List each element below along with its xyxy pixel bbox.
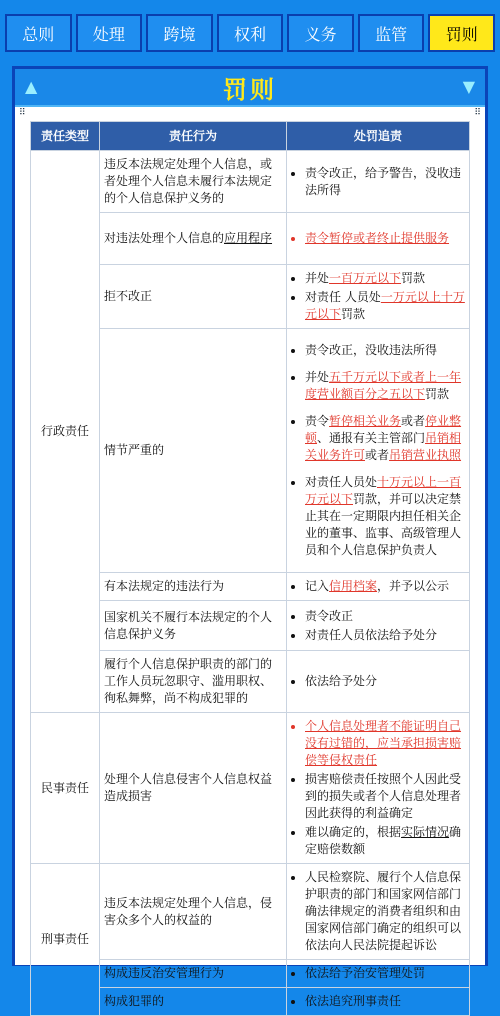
penalty-cell: • 依法给予治安管理处罚 xyxy=(287,960,470,988)
content-sheet xyxy=(15,107,485,1008)
penalty-cell: • 人民检察院、履行个人信息保护职责的部门和国家网信部门确法律规定的消费者组织和由国家网信部门确定的组织可以依法向人民法院提起诉讼 xyxy=(287,864,470,960)
penalty-cell: • 并处一百万元以下罚款 • 对责任 人员处一万元以上十万元以下罚款 xyxy=(287,265,470,329)
corner-dots-icon: ⠿ xyxy=(19,108,26,118)
table-header-row xyxy=(31,122,470,151)
panel-header xyxy=(15,69,485,105)
act-cell: 国家机关不履行本法规定的个人信息保护义务 xyxy=(100,601,287,651)
tab-supervision[interactable]: 监管 xyxy=(358,14,425,52)
tab-cross-border[interactable]: 跨境 xyxy=(146,14,213,52)
tab-penalties[interactable]: 罚则 xyxy=(428,14,495,52)
table-row xyxy=(31,151,470,213)
panel-title: 罚则 xyxy=(223,75,277,104)
act-cell: 处理个人信息侵害个人信息权益造成损害 xyxy=(100,713,287,864)
act-cell: 有本法规定的违法行为 xyxy=(100,573,287,601)
type-cell: 刑事责任 xyxy=(31,864,100,1016)
tab-bar xyxy=(5,14,495,52)
act-cell: 违反本法规定处理个人信息，或者处理个人信息未履行本法规定的个人信息保护义务的 xyxy=(100,151,287,213)
expand-down-icon[interactable]: ▼ xyxy=(462,77,475,96)
corner-dots-icon: ⠿ xyxy=(474,108,481,118)
tab-processing[interactable]: 处理 xyxy=(76,14,143,52)
act-cell: 拒不改正 xyxy=(100,265,287,329)
tab-general[interactable]: 总则 xyxy=(5,14,72,52)
act-cell: 情节严重的 xyxy=(100,329,287,573)
penalty-cell: • 个人信息处理者不能证明自己没有过错的，应当承担损害赔偿等侵权责任 • 损害赔偿责任按照个人因此受到的损失或者个人信息处理者因此获得的利益确定 • 难以确定的，根据实际情况确定赔偿数额 xyxy=(287,713,470,864)
column-header: 责任类型 xyxy=(31,122,100,151)
penalties-panel xyxy=(12,66,488,1008)
table-row xyxy=(31,713,470,864)
tab-rights[interactable]: 权利 xyxy=(217,14,284,52)
act-cell: 违反本法规定处理个人信息，侵害众多个人的权益的 xyxy=(100,864,287,960)
act-cell: 履行个人信息保护职责的部门的工作人员玩忽职守、滥用职权、徇私舞弊，尚不构成犯罪的 xyxy=(100,651,287,713)
penalty-table xyxy=(30,121,470,1016)
penalty-cell: • 依法给予处分 xyxy=(287,651,470,713)
collapse-up-icon[interactable]: ▲ xyxy=(25,77,38,96)
penalty-cell: • 责令暂停或者终止提供服务 xyxy=(287,213,470,265)
penalty-cell: • 责令改正 • 对责任人员依法给予处分 xyxy=(287,601,470,651)
penalty-cell: • 责令改正，给予警告，没收违法所得 xyxy=(287,151,470,213)
table-row xyxy=(31,864,470,960)
act-cell: 构成犯罪的 xyxy=(100,988,287,1016)
type-cell: 行政责任 xyxy=(31,151,100,713)
column-header: 责任行为 xyxy=(100,122,287,151)
act-cell: 构成违反治安管理行为 xyxy=(100,960,287,988)
column-header: 处罚追责 xyxy=(287,122,470,151)
tab-obligations[interactable]: 义务 xyxy=(287,14,354,52)
penalty-cell: • 责令改正，没收违法所得 • 并处五千万元以下或者上一年度营业额百分之五以下罚款 • 责令暂停相关业务或者停业整顿、通报有关主管部门吊销相关业务许可或者吊销营业执照 • 对责任人员处十万元以上一百万元以下罚款，并可以决定禁止其在一定期限内担任相关企业的董事、监事、高级管理人员和个人信息保护负责人 xyxy=(287,329,470,573)
penalty-cell: • 依法追究刑事责任 xyxy=(287,988,470,1016)
type-cell: 民事责任 xyxy=(31,713,100,864)
act-cell: 对违法处理个人信息的应用程序 xyxy=(100,213,287,265)
penalty-cell: • 记入信用档案，并予以公示 xyxy=(287,573,470,601)
